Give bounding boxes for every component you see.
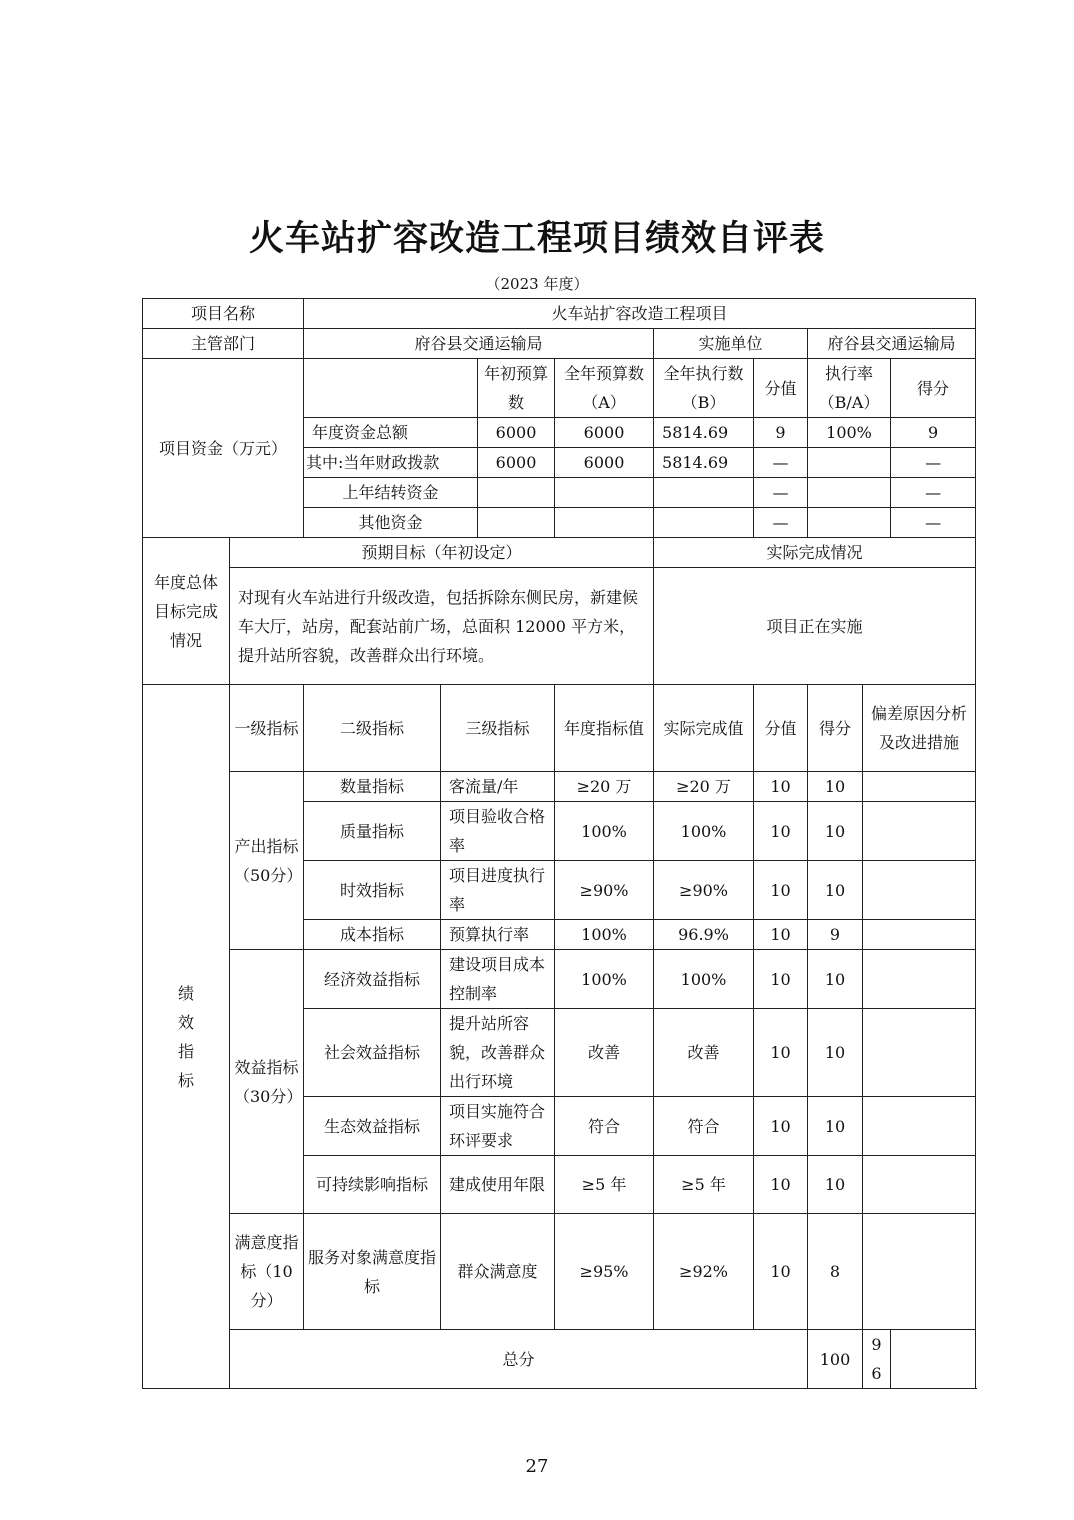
funds-row-rate — [808, 478, 891, 508]
funds-row-score: 9 — [891, 418, 976, 448]
indicator-deviation — [863, 802, 976, 861]
indicator-score: 10 — [808, 950, 863, 1009]
indicator-deviation — [863, 920, 976, 950]
funds-row-executed — [654, 478, 754, 508]
indicator-target: 100% — [555, 920, 654, 950]
goals-content-row — [143, 568, 976, 685]
indicator-score-value: 10 — [754, 772, 808, 802]
project-name-label: 项目名称 — [143, 299, 304, 329]
indicator-actual: ≥90% — [654, 861, 754, 920]
funds-row-initial — [478, 478, 555, 508]
indicator-score: 8 — [808, 1214, 863, 1330]
page-number: 27 — [525, 1456, 549, 1477]
indicator-level2: 质量指标 — [304, 802, 441, 861]
funds-row-initial — [478, 508, 555, 538]
indicator-score: 9 — [808, 920, 863, 950]
indicator-score-value: 10 — [754, 1156, 808, 1214]
funds-row-score: — — [891, 448, 976, 478]
indicator-score-value: 10 — [754, 861, 808, 920]
indicator-actual: 100% — [654, 802, 754, 861]
indicator-row — [143, 1214, 976, 1330]
indicator-level3: 项目实施符合环评要求 — [441, 1097, 555, 1156]
indicator-level2: 成本指标 — [304, 920, 441, 950]
header-score: 得分 — [808, 685, 863, 772]
funds-row-score: — — [891, 508, 976, 538]
funds-row-budget — [555, 508, 654, 538]
indicator-actual: ≥92% — [654, 1214, 754, 1330]
project-name-row — [143, 299, 976, 329]
funds-row-score-value: — — [754, 508, 808, 538]
indicator-level2: 可持续影响指标 — [304, 1156, 441, 1214]
funds-header-blank — [304, 359, 478, 418]
funds-row-initial: 6000 — [478, 418, 555, 448]
indicator-actual: 改善 — [654, 1009, 754, 1097]
group-label-satisfaction: 满意度指标（10分） — [230, 1214, 304, 1330]
goals-actual-text: 项目正在实施 — [654, 568, 976, 685]
funds-row-score-value: — — [754, 478, 808, 508]
header-level1: 一级指标 — [230, 685, 304, 772]
indicator-target: ≥20 万 — [555, 772, 654, 802]
indicator-level3: 客流量/年 — [441, 772, 555, 802]
indicator-target: ≥90% — [555, 861, 654, 920]
year-subtitle: （2023 年度） — [485, 275, 589, 293]
funds-row-rate — [808, 448, 891, 478]
indicator-actual: 符合 — [654, 1097, 754, 1156]
total-row — [143, 1330, 976, 1389]
funds-row-rate: 100% — [808, 418, 891, 448]
funds-header-score-value: 分值 — [754, 359, 808, 418]
indicator-level3: 项目进度执行率 — [441, 861, 555, 920]
indicator-deviation — [863, 950, 976, 1009]
funds-header-row — [143, 359, 976, 418]
indicator-score: 10 — [808, 1009, 863, 1097]
indicator-deviation — [863, 861, 976, 920]
indicator-level3: 建设项目成本控制率 — [441, 950, 555, 1009]
funds-row-name: 其他资金 — [304, 508, 478, 538]
indicator-level2: 生态效益指标 — [304, 1097, 441, 1156]
indicator-deviation — [863, 1214, 976, 1330]
indicator-actual: 100% — [654, 950, 754, 1009]
dept-value: 府谷县交通运输局 — [304, 329, 654, 359]
indicator-actual: ≥20 万 — [654, 772, 754, 802]
funds-row-budget: 6000 — [555, 418, 654, 448]
funds-row-executed: 5814.69 — [654, 418, 754, 448]
funds-row-name: 上年结转资金 — [304, 478, 478, 508]
indicator-level3: 项目验收合格率 — [441, 802, 555, 861]
performance-table — [142, 298, 976, 1389]
goals-expected-header: 预期目标（年初设定） — [230, 538, 654, 568]
indicator-score: 10 — [808, 861, 863, 920]
funds-row-name: 年度资金总额 — [304, 418, 478, 448]
indicator-score-value: 10 — [754, 802, 808, 861]
total-score: 96 — [863, 1330, 891, 1389]
indicator-level3: 提升站所容貌，改善群众出行环境 — [441, 1009, 555, 1097]
indicator-score: 10 — [808, 1097, 863, 1156]
goals-header-row — [143, 538, 976, 568]
header-deviation: 偏差原因分析及改进措施 — [863, 685, 976, 772]
header-actual: 实际完成值 — [654, 685, 754, 772]
indicator-score-value: 10 — [754, 1009, 808, 1097]
goals-actual-header: 实际完成情况 — [654, 538, 976, 568]
indicator-row — [143, 772, 976, 802]
funds-row-budget: 6000 — [555, 448, 654, 478]
group-label-output: 产出指标（50分） — [230, 772, 304, 950]
indicator-actual: 96.9% — [654, 920, 754, 950]
indicator-score: 10 — [808, 1156, 863, 1214]
indicator-score-value: 10 — [754, 1214, 808, 1330]
project-name-value: 火车站扩容改造工程项目 — [304, 299, 976, 329]
header-level2: 二级指标 — [304, 685, 441, 772]
funds-row-rate — [808, 508, 891, 538]
indicator-level2: 经济效益指标 — [304, 950, 441, 1009]
indicator-deviation — [863, 772, 976, 802]
total-label: 总分 — [230, 1330, 808, 1389]
funds-row-score: — — [891, 478, 976, 508]
page-title: 火车站扩容改造工程项目绩效自评表 — [248, 218, 825, 259]
funds-row-name: 其中:当年财政拨款 — [304, 448, 478, 478]
goals-label: 年度总体目标完成情况 — [143, 538, 230, 685]
indicator-deviation — [863, 1009, 976, 1097]
total-score-value: 100 — [808, 1330, 863, 1389]
funds-header-rate: 执行率（B/A） — [808, 359, 891, 418]
indicator-level2: 服务对象满意度指标 — [304, 1214, 441, 1330]
unit-value: 府谷县交通运输局 — [808, 329, 976, 359]
funds-row-budget — [555, 478, 654, 508]
unit-label: 实施单位 — [654, 329, 808, 359]
indicator-level2: 时效指标 — [304, 861, 441, 920]
funds-header-initial: 年初预算数 — [478, 359, 555, 418]
indicator-score: 10 — [808, 772, 863, 802]
indicator-target: 符合 — [555, 1097, 654, 1156]
dept-label: 主管部门 — [143, 329, 304, 359]
total-deviation — [891, 1330, 976, 1389]
funds-row-score-value: 9 — [754, 418, 808, 448]
funds-label: 项目资金（万元） — [143, 359, 304, 538]
indicator-score-value: 10 — [754, 1097, 808, 1156]
indicators-label-text: 绩效指标 — [177, 983, 194, 1090]
funds-header-score: 得分 — [891, 359, 976, 418]
funds-row-initial: 6000 — [478, 448, 555, 478]
indicator-level3: 建成使用年限 — [441, 1156, 555, 1214]
indicator-score-value: 10 — [754, 950, 808, 1009]
indicator-target: 改善 — [555, 1009, 654, 1097]
indicator-actual: ≥5 年 — [654, 1156, 754, 1214]
indicator-level3: 预算执行率 — [441, 920, 555, 950]
indicators-header-row — [143, 685, 976, 772]
indicator-row — [143, 950, 976, 1009]
funds-header-executed: 全年执行数（B） — [654, 359, 754, 418]
indicator-level2: 数量指标 — [304, 772, 441, 802]
indicator-level2: 社会效益指标 — [304, 1009, 441, 1097]
indicator-deviation — [863, 1156, 976, 1214]
header-level3: 三级指标 — [441, 685, 555, 772]
indicator-score: 10 — [808, 802, 863, 861]
goals-expected-text: 对现有火车站进行升级改造，包括拆除东侧民房，新建候车大厅，站房，配套站前广场，总面积 12000 平方米，提升站所容貌，改善群众出行环境。 — [230, 568, 654, 685]
funds-header-budget: 全年预算数（A） — [555, 359, 654, 418]
indicator-target: ≥95% — [555, 1214, 654, 1330]
indicator-deviation — [863, 1097, 976, 1156]
indicators-label — [143, 685, 230, 1389]
indicator-target: 100% — [555, 802, 654, 861]
indicator-target: 100% — [555, 950, 654, 1009]
indicator-score-value: 10 — [754, 920, 808, 950]
funds-row-score-value: — — [754, 448, 808, 478]
header-target: 年度指标值 — [555, 685, 654, 772]
funds-row-executed — [654, 508, 754, 538]
indicator-level3: 群众满意度 — [441, 1214, 555, 1330]
indicator-target: ≥5 年 — [555, 1156, 654, 1214]
dept-row — [143, 329, 976, 359]
funds-row-executed: 5814.69 — [654, 448, 754, 478]
group-label-benefit: 效益指标（30分） — [230, 950, 304, 1214]
header-score-value: 分值 — [754, 685, 808, 772]
